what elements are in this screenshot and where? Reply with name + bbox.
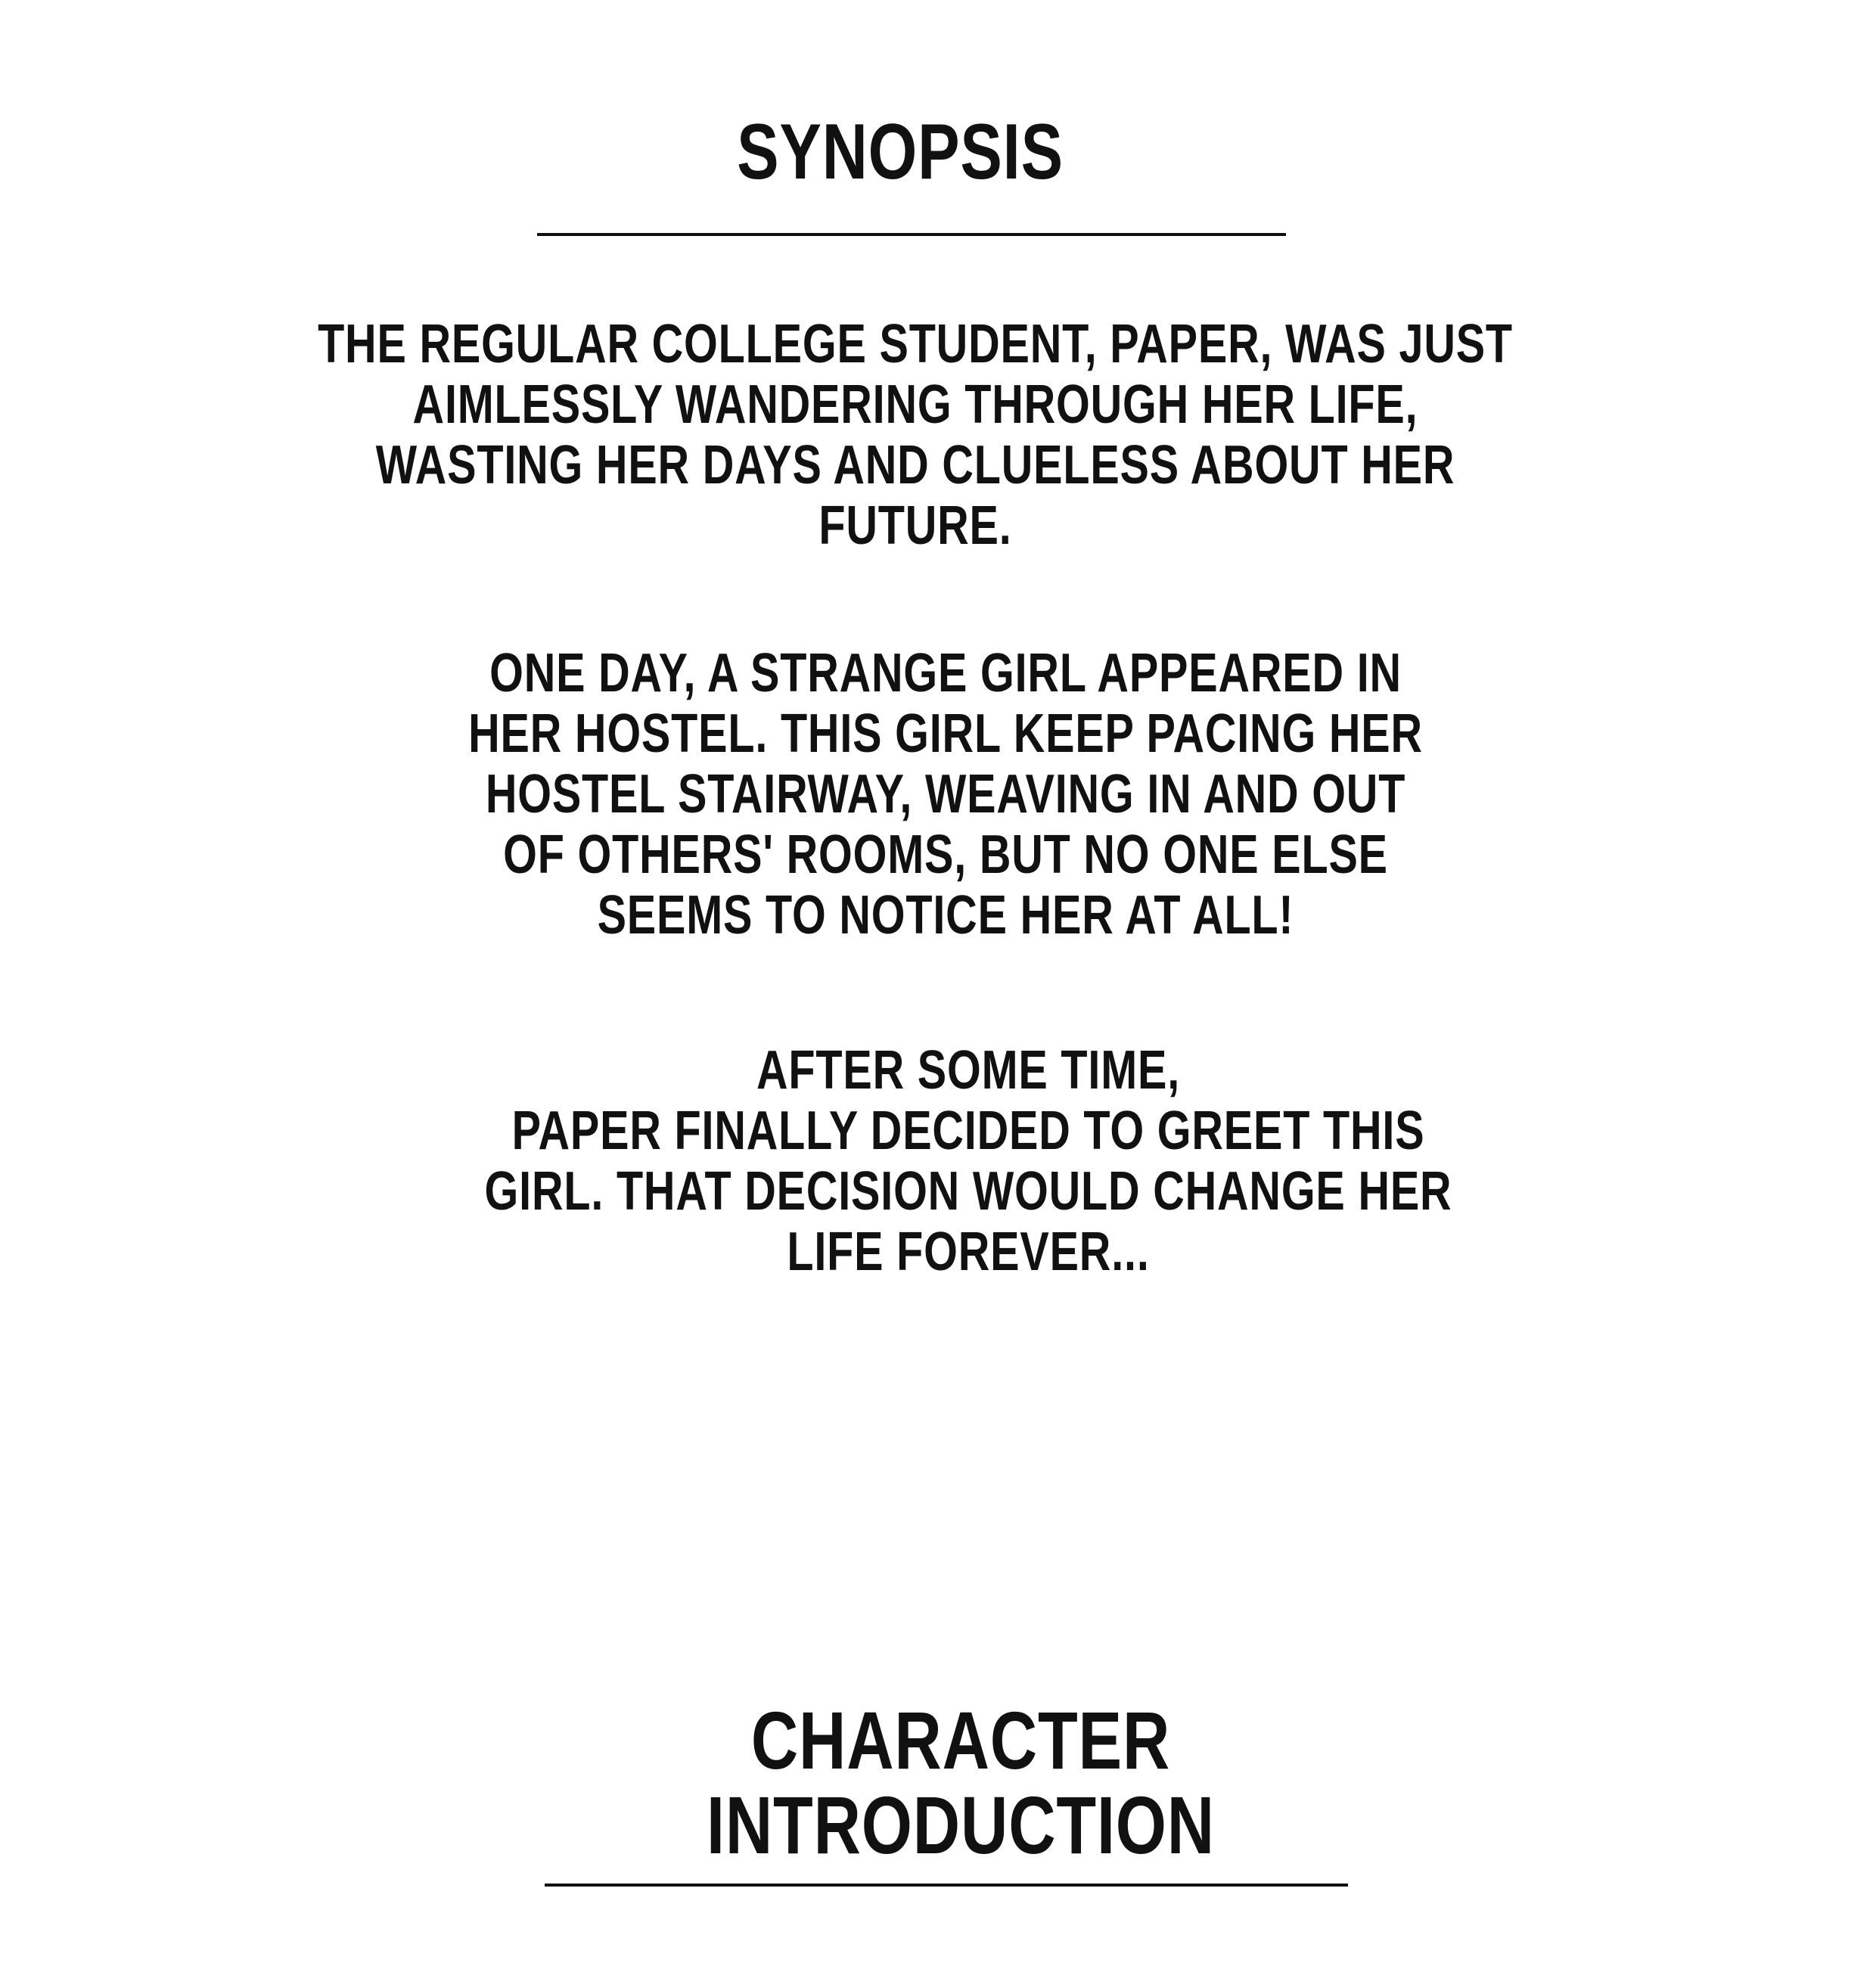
paragraph-3-line-4: LIFE FOREVER... <box>787 1222 1150 1282</box>
paragraph-3-line-1: AFTER SOME TIME, <box>756 1040 1180 1101</box>
character-introduction-heading <box>658 1694 1263 1871</box>
paragraph-2-line-3: HOSTEL STAIRWAY, WEAVING IN AND OUT <box>485 764 1406 825</box>
paragraph-2-line-2: HER HOSTEL. THIS GIRL KEEP PACING HER <box>468 703 1423 764</box>
synopsis-heading-text: SYNOPSIS <box>737 108 1064 196</box>
synopsis-paragraph-1 <box>292 314 1539 556</box>
paragraph-2-line-5: SEEMS TO NOTICE HER AT ALL! <box>597 885 1294 946</box>
synopsis-divider <box>537 233 1286 236</box>
paragraph-3-line-3: GIRL. THAT DECISION WOULD CHANGE HER <box>484 1161 1452 1222</box>
paragraph-3-line-2: PAPER FINALLY DECIDED TO GREET THIS <box>511 1101 1425 1161</box>
paragraph-1-line-3: WASTING HER DAYS AND CLUELESS ABOUT HER <box>375 435 1455 495</box>
synopsis-paragraph-2 <box>401 643 1490 946</box>
paragraph-2-line-4: OF OTHERS' ROOMS, BUT NO ONE ELSE <box>503 825 1388 885</box>
character-heading-line-1: CHARACTER <box>750 1694 1171 1786</box>
character-introduction-divider <box>545 1884 1348 1887</box>
paragraph-1-line-4: FUTURE. <box>818 495 1012 556</box>
synopsis-paragraph-3 <box>424 1040 1513 1282</box>
character-heading-line-2: INTRODUCTION <box>707 1779 1215 1871</box>
synopsis-heading <box>719 110 1082 194</box>
paragraph-1-line-2: AIMLESSLY WANDERING THROUGH HER LIFE, <box>412 374 1418 435</box>
paragraph-2-line-1: ONE DAY, A STRANGE GIRL APPEARED IN <box>489 643 1402 703</box>
paragraph-1-line-1: THE REGULAR COLLEGE STUDENT, PAPER, WAS JUST <box>318 314 1513 374</box>
